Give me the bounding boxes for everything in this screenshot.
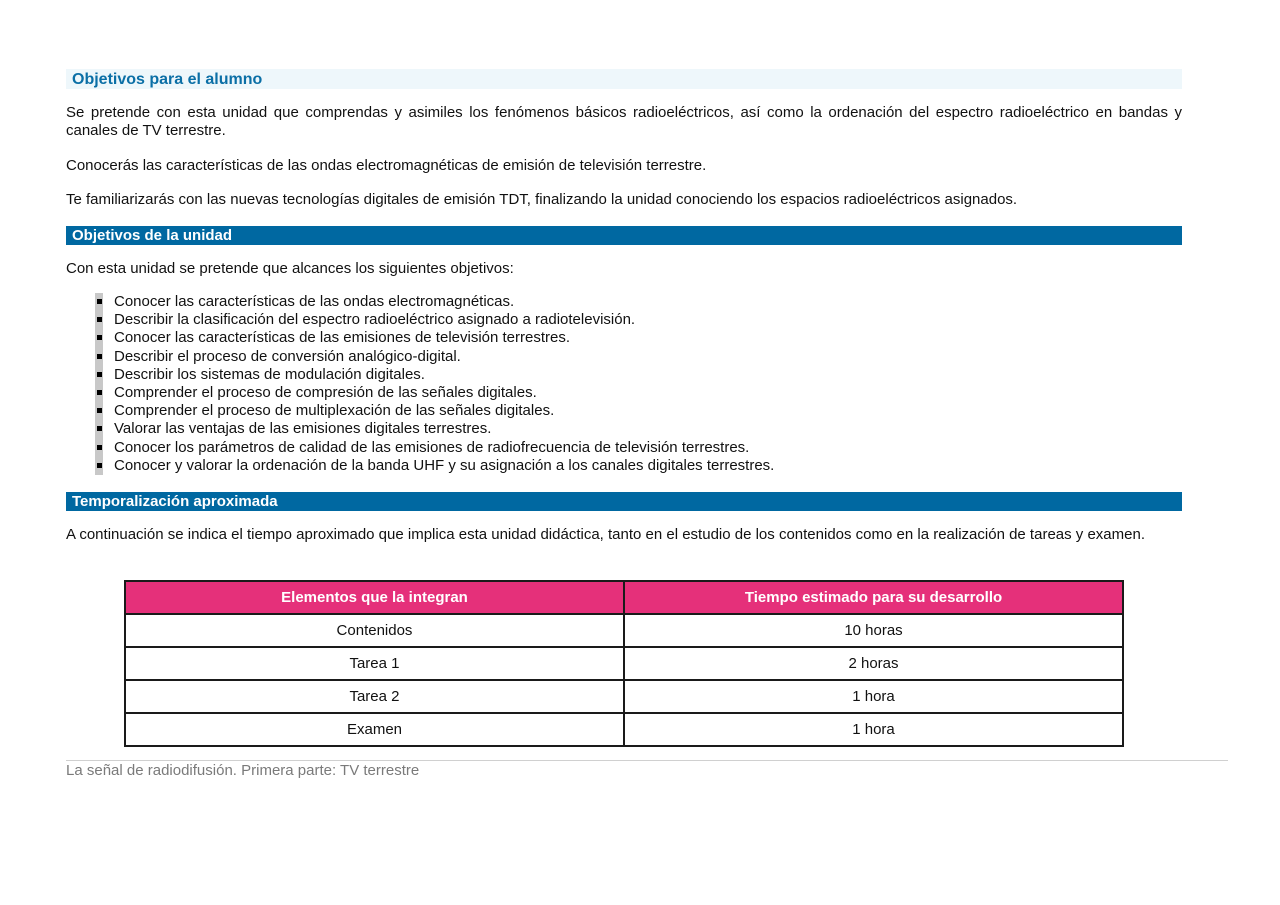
list-item-text: Comprender el proceso de compresión de las señales digitales. <box>114 383 537 401</box>
list-item <box>103 348 774 366</box>
section-heading-temporalizacion: Temporalización aproximada <box>66 492 1182 511</box>
bullet-icon <box>97 335 102 340</box>
table-row <box>125 680 1123 713</box>
time-table <box>124 580 1124 747</box>
table-cell: Examen <box>125 713 624 746</box>
bullet-icon <box>97 445 102 450</box>
paragraph-objetivos-unidad-intro: Con esta unidad se pretende que alcances los siguientes objetivos: <box>66 260 514 277</box>
list-item-text: Conocer las características de las ondas electromagnéticas. <box>114 293 515 310</box>
footer-text: La señal de radiodifusión. Primera parte: TV terrestre <box>66 762 420 779</box>
objectives-list <box>95 293 774 475</box>
list-item <box>103 420 774 438</box>
list-item-text: Conocer las características de las emisiones de televisión terrestres. <box>114 329 571 347</box>
bullet-icon <box>97 372 102 377</box>
table-cell: Tarea 1 <box>125 647 624 680</box>
list-item-text: Describir los sistemas de modulación digitales. <box>114 365 425 383</box>
table-header-row <box>125 581 1123 614</box>
paragraph-objetivos-alumno-1: Se pretende con esta unidad que comprendas y asimiles los fenómenos básicos radioeléctricos, así como la ordenación del espectro radioeléctrico en bandas y canales de TV terrestre. <box>66 104 1182 139</box>
list-item-text: Describir el proceso de conversión analógico-digital. <box>114 347 461 365</box>
section-heading-objetivos-unidad: Objetivos de la unidad <box>66 226 1182 245</box>
list-item <box>103 311 774 329</box>
paragraph-temporalizacion-intro: A continuación se indica el tiempo aproximado que implica esta unidad didáctica, tanto en el estudio de los contenidos como en la realización de tareas y examen. <box>66 526 1145 543</box>
footer-divider <box>66 760 1228 761</box>
bullet-icon <box>97 354 102 359</box>
table-cell: 1 hora <box>624 713 1123 746</box>
paragraph-objetivos-alumno-2: Conocerás las características de las ondas electromagnéticas de emisión de televisión terrestre. <box>66 157 707 174</box>
section-heading-objetivos-alumno: Objetivos para el alumno <box>66 69 1182 89</box>
list-item-text: Valorar las ventajas de las emisiones digitales terrestres. <box>114 420 492 438</box>
list-item-text: Comprender el proceso de multiplexación de las señales digitales. <box>114 402 555 420</box>
bullet-icon <box>97 390 102 395</box>
list-item <box>103 366 774 384</box>
list-item <box>103 402 774 420</box>
bullet-icon <box>97 299 102 304</box>
table-cell: 10 horas <box>624 614 1123 647</box>
paragraph-objetivos-alumno-3: Te familiarizarás con las nuevas tecnologías digitales de emisión TDT, finalizando la unidad conociendo los espacios radioeléctricos asignados. <box>66 191 1018 208</box>
bullet-icon <box>97 317 102 322</box>
list-item <box>103 384 774 402</box>
list-item-text: Describir la clasificación del espectro radioeléctrico asignado a radiotelevisión. <box>114 311 636 329</box>
list-item <box>103 457 774 475</box>
table-header-cell: Tiempo estimado para su desarrollo <box>624 581 1123 614</box>
bullet-icon <box>97 408 102 413</box>
table-row <box>125 614 1123 647</box>
list-item <box>103 439 774 457</box>
table-cell: 2 horas <box>624 647 1123 680</box>
list-item <box>103 293 774 311</box>
table-row <box>125 713 1123 746</box>
table-cell: Tarea 2 <box>125 680 624 713</box>
list-item-text: Conocer y valorar la ordenación de la banda UHF y su asignación a los canales digitales terrestres. <box>114 456 775 474</box>
table-cell: 1 hora <box>624 680 1123 713</box>
bullet-icon <box>97 463 102 468</box>
bullet-icon <box>97 426 102 431</box>
table-row <box>125 647 1123 680</box>
list-item <box>103 329 774 347</box>
table-cell: Contenidos <box>125 614 624 647</box>
table-header-cell: Elementos que la integran <box>125 581 624 614</box>
list-item-text: Conocer los parámetros de calidad de las emisiones de radiofrecuencia de televisión terrestres. <box>114 438 750 456</box>
